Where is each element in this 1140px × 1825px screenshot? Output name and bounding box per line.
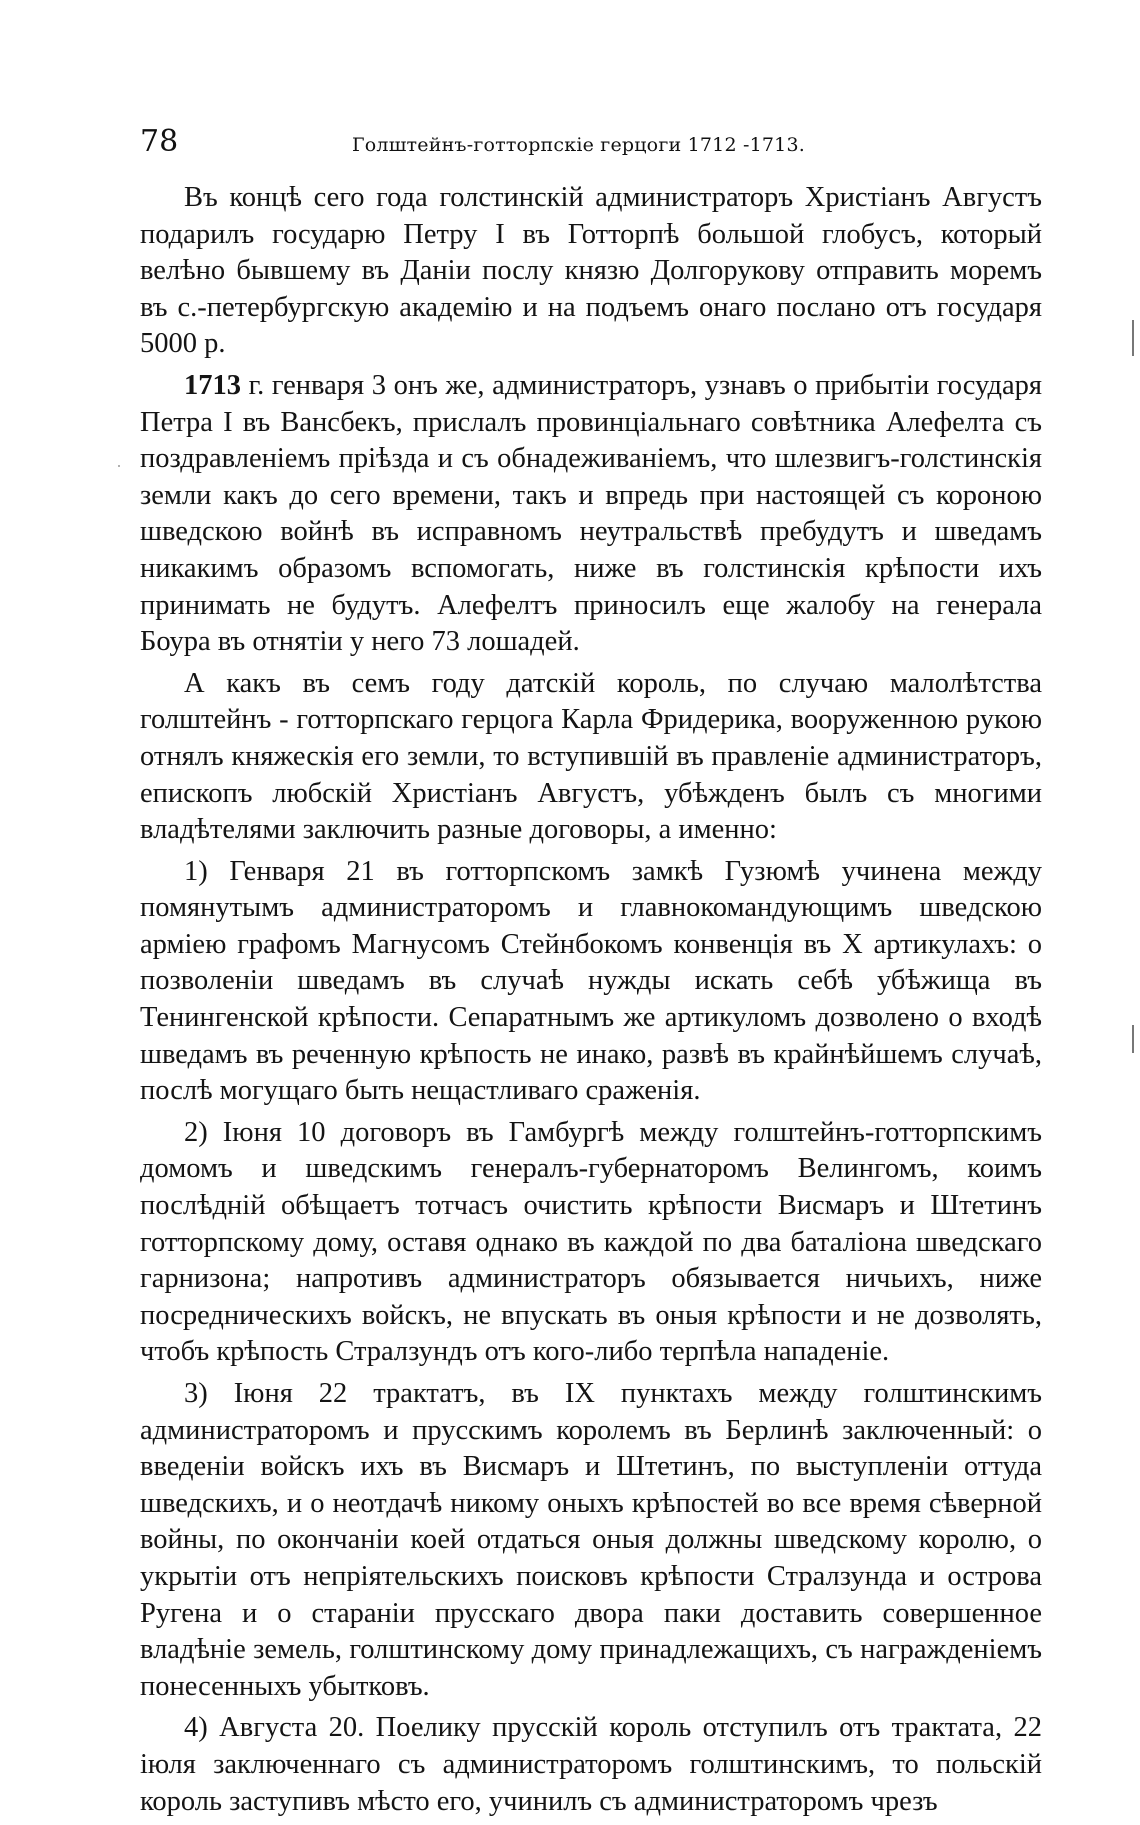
paragraph-globe: Въ концѣ сего года голстинскій администраторъ Христіанъ Августъ подарилъ государю Петру I въ Готторпѣ большой глобусъ, который велѣно бывшему въ Даніи послу князю Долгорукову отправить моремъ въ с.-петербургскую академію и на подъемъ онаго послано отъ государя 5000 р. bbox=[140, 182, 1042, 360]
paragraph-treaty-1: 1) Генваря 21 въ готторпскомъ замкѣ Гузюмѣ учинена между помянутымъ администраторомъ и главнокомандующимъ шведскою арміею графомъ Магнусомъ Стейнбокомъ конвенція въ X артикулахъ: о позволеніи шведамъ въ случаѣ нужды искать себѣ убѣжища въ Тенингенской крѣпости. Сепаратнымъ же артикуломъ дозволено о входѣ шведамъ въ реченную крѣпость не инако, развѣ въ крайнѣйшемъ случаѣ, послѣ могущаго быть нещастливаго сраженія. bbox=[140, 855, 1042, 1107]
paragraph-treaty-4: 4) Августа 20. Поелику прусскій король отступилъ отъ трактата, 22 іюля заключеннаго съ администраторомъ голштинскимъ, то польскій король заступивъ мѣсто его, учинилъ съ администраторомъ чрезъ bbox=[140, 1712, 1042, 1817]
paragraph-treaty-2: 2) Іюня 10 договоръ въ Гамбургѣ между голштейнъ-готторпскимъ домомъ и шведскимъ генералъ-губернаторомъ Велингомъ, коимъ послѣдній обѣщаетъ тотчасъ очистить крѣпости Висмаръ и Штетинъ готторпскому дому, оставя однако въ каждой по два баталіона шведскаго гарнизона; напротивъ администраторъ обязывается ничьихъ, ниже посредническихъ войскъ, не впускать въ оныя крѣпости и не дозволять, чтобъ крѣпость Стралзундъ отъ кого-либо терпѣла нападеніе. bbox=[140, 1116, 1042, 1368]
paragraph-text: г. генваря 3 онъ же, администраторъ, узнавъ о прибытіи государя Петра I въ Вансбекъ, прислалъ провинціальнаго совѣтника Алефелта съ поздравленіемъ пріѣзда и съ обнадеживаніемъ, что шлезвигъ-голстинскія земли какъ до сего времени, такъ и впредь при настоящей съ короною шведскою войнѣ въ исправномъ неутральствѣ пребудутъ и шведамъ никакимъ образомъ вспомогать, ниже въ голстинскія крѣпости ихъ принимать не будутъ. Алефелтъ приносилъ еще жалобу на генерала Боура въ отнятіи у него 73 лошадей. bbox=[140, 369, 1042, 658]
running-title: Голштейнъ-готторпскіе герцоги 1712 -1713. bbox=[352, 134, 805, 156]
scan-edge-mark bbox=[1132, 320, 1134, 356]
body-text bbox=[140, 180, 1042, 1825]
paragraph-treaty-3: 3) Іюня 22 трактатъ, въ IX пунктахъ между голштинскимъ администраторомъ и прусскимъ королемъ въ Берлинѣ заключенный: о введеніи войскъ ихъ въ Висмаръ и Штетинъ, по выступленіи оттуда шведскихъ, и о неотдачѣ никому оныхъ крѣпостей во все время сѣверной войны, по окончаніи коей отдаться оныя должны шведскому королю, о укрытіи отъ непріятельскихъ поисковъ крѣпости Стралзунда и острова Ругена и о стараніи прусскаго двора паки доставить совершенное владѣніе земель, голштинскому дому принадлежащихъ, съ награжденіемъ понесенныхъ убытковъ. bbox=[140, 1378, 1042, 1702]
year-label: 1713 bbox=[184, 369, 241, 401]
paragraph-1713-alefelt bbox=[140, 368, 1042, 661]
paragraph-danish-king: А какъ въ семъ году датскій король, по случаю малолѣтства голштейнъ - готторпскаго герцога Карла Фридерика, вооруженною рукою отнялъ княжескія его земли, то вступившій въ правленіе администраторъ, епископъ любскій Христіанъ Августъ, убѣжденъ былъ съ многими владѣтелями заключить разные договоры, а именно: bbox=[140, 667, 1042, 846]
page-header bbox=[140, 124, 860, 160]
scan-speck bbox=[118, 465, 120, 467]
scan-edge-mark bbox=[1132, 1025, 1134, 1053]
page-number: 78 bbox=[140, 124, 179, 159]
